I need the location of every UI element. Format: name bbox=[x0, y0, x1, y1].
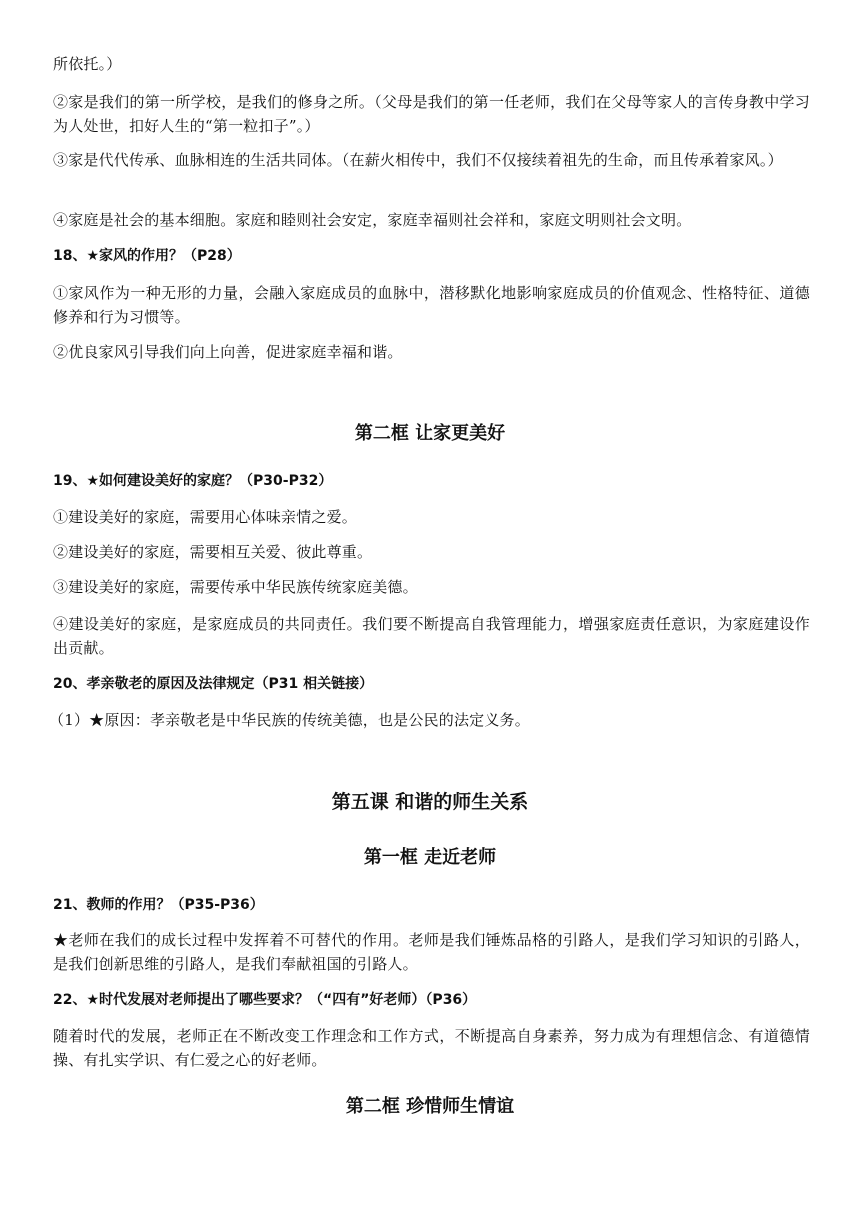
question-title: 22、★时代发展对老师提出了哪些要求？（“四有”好老师）（P36） bbox=[53, 992, 477, 1008]
paragraph-block bbox=[53, 208, 810, 232]
paragraph-block bbox=[53, 928, 810, 976]
question-title: 18、★家风的作用？（P28） bbox=[53, 248, 241, 264]
paragraph: ③建设美好的家庭，需要传承中华民族传统家庭美德。 bbox=[53, 578, 418, 596]
paragraph: ②优良家风引导我们向上向善，促进家庭幸福和谐。 bbox=[53, 343, 403, 361]
question-22 bbox=[53, 989, 810, 1011]
question-19 bbox=[53, 470, 810, 492]
paragraph: 所依托。） bbox=[53, 55, 122, 73]
paragraph: ★老师在我们的成长过程中发挥着不可替代的作用。老师是我们锤炼品格的引路人，是我们学习知识的引路人，是我们创新思维的引路人，是我们奉献祖国的引路人。 bbox=[53, 931, 810, 973]
section-heading: 第二框 让家更美好 bbox=[354, 423, 506, 444]
paragraph: ②建设美好的家庭，需要相互关爱、彼此尊重。 bbox=[53, 543, 373, 561]
paragraph: 随着时代的发展，老师正在不断改变工作理念和工作方式，不断提高自身素养，努力成为有理想信念、有道德情操、有扎实学识、有仁爱之心的好老师。 bbox=[53, 1027, 810, 1069]
paragraph-block bbox=[53, 90, 810, 138]
paragraph-block bbox=[53, 1024, 810, 1072]
paragraph: ②家是我们的第一所学校，是我们的修身之所。（父母是我们的第一任老师，我们在父母等家人的言传身教中学习为人处世，扣好人生的“第一粒扣子”。） bbox=[53, 93, 810, 135]
paragraph: ③家是代代传承、血脉相连的生活共同体。（在薪火相传中，我们不仅接续着祖先的生命，而且传承着家风。） bbox=[53, 151, 783, 169]
question-title: 20、孝亲敬老的原因及法律规定（P31 相关链接） bbox=[53, 676, 374, 692]
paragraph: ④建设美好的家庭，是家庭成员的共同责任。我们要不断提高自我管理能力，增强家庭责任意识，为家庭建设作出贡献。 bbox=[53, 615, 810, 657]
paragraph: ①建设美好的家庭，需要用心体味亲情之爱。 bbox=[53, 508, 358, 526]
question-21 bbox=[53, 894, 810, 916]
question-title: 19、★如何建设美好的家庭？（P30-P32） bbox=[53, 473, 333, 489]
question-title: 21、教师的作用？（P35-P36） bbox=[53, 897, 264, 913]
paragraph-block bbox=[53, 340, 810, 364]
paragraph-block bbox=[53, 540, 810, 564]
paragraph-block bbox=[53, 575, 810, 599]
section-heading: 第二框 珍惜师生情谊 bbox=[345, 1096, 515, 1117]
paragraph-block bbox=[49, 708, 806, 732]
paragraph-block bbox=[53, 505, 810, 529]
paragraph: ④家庭是社会的基本细胞。家庭和睦则社会安定，家庭幸福则社会祥和，家庭文明则社会文明。 bbox=[53, 211, 692, 229]
question-20 bbox=[53, 673, 810, 695]
continuation-text bbox=[53, 52, 810, 76]
paragraph: （1）★原因：孝亲敬老是中华民族的传统美德，也是公民的法定义务。 bbox=[49, 711, 530, 729]
paragraph-block bbox=[53, 148, 810, 172]
section-heading: 第一框 走近老师 bbox=[363, 847, 497, 868]
paragraph-block bbox=[53, 612, 810, 660]
paragraph: ①家风作为一种无形的力量，会融入家庭成员的血脉中，潜移默化地影响家庭成员的价值观念、性格特征、道德修养和行为习惯等。 bbox=[53, 284, 810, 326]
paragraph-block bbox=[53, 281, 810, 329]
question-18 bbox=[53, 245, 810, 267]
lesson-heading: 第五课 和谐的师生关系 bbox=[331, 791, 529, 813]
